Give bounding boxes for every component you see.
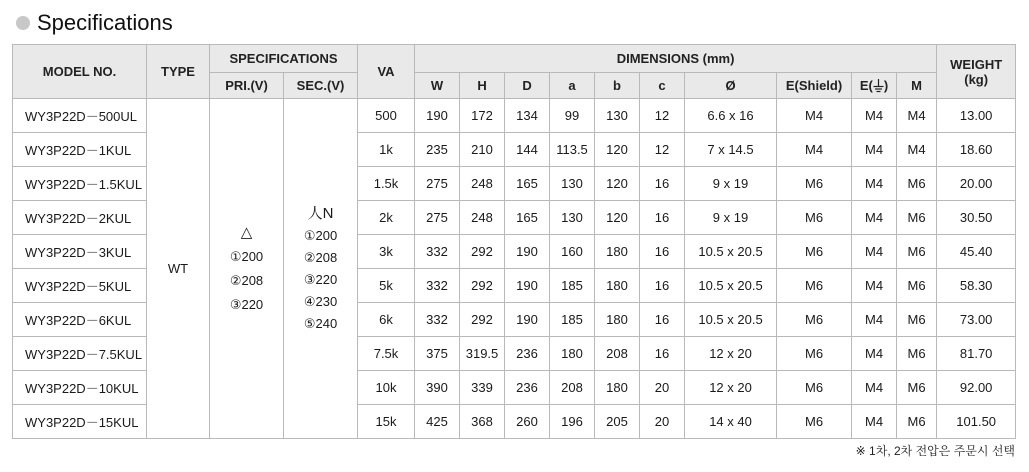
cell-h: 292 bbox=[460, 269, 505, 303]
cell-weight: 101.50 bbox=[937, 405, 1016, 439]
cell-model: WY3P22D－3KUL bbox=[13, 235, 147, 269]
footnote: ※ 1차, 2차 전압은 주문시 선택 bbox=[855, 444, 1015, 458]
cell-e-ground: M4 bbox=[852, 99, 897, 133]
sec-voltage-value: ①200 bbox=[303, 227, 338, 243]
ground-icon bbox=[873, 79, 884, 93]
cell-c: 16 bbox=[640, 167, 685, 201]
header-c: c bbox=[640, 73, 685, 99]
page-title-text: Specifications bbox=[37, 10, 173, 35]
cell-phi: 10.5 x 20.5 bbox=[685, 269, 777, 303]
cell-model: WY3P22D－10KUL bbox=[13, 371, 147, 405]
header-e-ground bbox=[852, 73, 897, 99]
header-m: M bbox=[897, 73, 937, 99]
cell-e-shield: M4 bbox=[777, 99, 852, 133]
table-row bbox=[13, 99, 1016, 133]
cell-d: 236 bbox=[505, 337, 550, 371]
cell-model: WY3P22D－7.5KUL bbox=[13, 337, 147, 371]
cell-w: 235 bbox=[415, 133, 460, 167]
cell-w: 332 bbox=[415, 303, 460, 337]
cell-m: M6 bbox=[897, 337, 937, 371]
cell-phi: 9 x 19 bbox=[685, 167, 777, 201]
cell-e-ground: M4 bbox=[852, 133, 897, 167]
cell-w: 190 bbox=[415, 99, 460, 133]
cell-d: 260 bbox=[505, 405, 550, 439]
spec-table bbox=[12, 44, 1016, 439]
cell-c: 16 bbox=[640, 337, 685, 371]
page-title bbox=[16, 10, 173, 36]
cell-a: 196 bbox=[550, 405, 595, 439]
cell-va: 1.5k bbox=[358, 167, 415, 201]
cell-type: WT bbox=[147, 99, 210, 439]
cell-a: 130 bbox=[550, 167, 595, 201]
cell-d: 165 bbox=[505, 167, 550, 201]
cell-phi: 9 x 19 bbox=[685, 201, 777, 235]
cell-e-ground: M4 bbox=[852, 201, 897, 235]
cell-b: 180 bbox=[595, 235, 640, 269]
cell-d: 190 bbox=[505, 235, 550, 269]
cell-h: 248 bbox=[460, 167, 505, 201]
cell-e-shield: M6 bbox=[777, 405, 852, 439]
header-pri: PRI.(V) bbox=[210, 73, 284, 99]
cell-c: 12 bbox=[640, 133, 685, 167]
cell-h: 172 bbox=[460, 99, 505, 133]
cell-weight: 18.60 bbox=[937, 133, 1016, 167]
header-h: H bbox=[460, 73, 505, 99]
cell-m: M4 bbox=[897, 133, 937, 167]
cell-model: WY3P22D－15KUL bbox=[13, 405, 147, 439]
cell-c: 16 bbox=[640, 269, 685, 303]
cell-weight: 30.50 bbox=[937, 201, 1016, 235]
header-va: VA bbox=[358, 45, 415, 99]
header-weight bbox=[937, 45, 1016, 99]
sec-voltage-value: ⑤240 bbox=[303, 315, 338, 331]
cell-e-ground: M4 bbox=[852, 371, 897, 405]
cell-e-shield: M6 bbox=[777, 303, 852, 337]
sec-voltage-value: ④230 bbox=[303, 293, 338, 309]
cell-weight: 81.70 bbox=[937, 337, 1016, 371]
cell-model: WY3P22D－6KUL bbox=[13, 303, 147, 337]
cell-phi: 12 x 20 bbox=[685, 371, 777, 405]
cell-model: WY3P22D－1KUL bbox=[13, 133, 147, 167]
cell-e-shield: M4 bbox=[777, 133, 852, 167]
header-type: TYPE bbox=[147, 45, 210, 99]
header-e-ground-suffix: ) bbox=[883, 77, 889, 93]
cell-weight: 58.30 bbox=[937, 269, 1016, 303]
cell-h: 292 bbox=[460, 235, 505, 269]
cell-e-ground: M4 bbox=[852, 269, 897, 303]
cell-phi: 7 x 14.5 bbox=[685, 133, 777, 167]
cell-va: 2k bbox=[358, 201, 415, 235]
cell-phi: 12 x 20 bbox=[685, 337, 777, 371]
sec-voltage-value: ②208 bbox=[303, 249, 338, 265]
cell-b: 120 bbox=[595, 167, 640, 201]
cell-e-ground: M4 bbox=[852, 167, 897, 201]
cell-va: 1k bbox=[358, 133, 415, 167]
header-d: D bbox=[505, 73, 550, 99]
header-a: a bbox=[550, 73, 595, 99]
cell-d: 190 bbox=[505, 269, 550, 303]
cell-m: M6 bbox=[897, 303, 937, 337]
cell-w: 332 bbox=[415, 235, 460, 269]
cell-a: 185 bbox=[550, 269, 595, 303]
cell-sec-voltages bbox=[284, 99, 358, 439]
cell-va: 7.5k bbox=[358, 337, 415, 371]
cell-m: M6 bbox=[897, 201, 937, 235]
pri-voltage-value: ②208 bbox=[229, 272, 264, 288]
header-b: b bbox=[595, 73, 640, 99]
cell-c: 20 bbox=[640, 405, 685, 439]
header-sec: SEC.(V) bbox=[284, 73, 358, 99]
cell-b: 120 bbox=[595, 133, 640, 167]
header-dimensions: DIMENSIONS (mm) bbox=[415, 45, 937, 73]
cell-w: 275 bbox=[415, 201, 460, 235]
cell-m: M6 bbox=[897, 167, 937, 201]
pri-voltage-value: ③220 bbox=[229, 296, 264, 312]
header-e-shield: E(Shield) bbox=[777, 73, 852, 99]
cell-c: 12 bbox=[640, 99, 685, 133]
cell-e-shield: M6 bbox=[777, 201, 852, 235]
cell-e-shield: M6 bbox=[777, 337, 852, 371]
bullet-dot-icon bbox=[16, 16, 30, 30]
wye-neutral-symbol: 人N bbox=[307, 204, 334, 222]
cell-e-shield: M6 bbox=[777, 235, 852, 269]
cell-c: 16 bbox=[640, 235, 685, 269]
cell-weight: 45.40 bbox=[937, 235, 1016, 269]
cell-a: 208 bbox=[550, 371, 595, 405]
cell-model: WY3P22D－1.5KUL bbox=[13, 167, 147, 201]
pri-voltage-value: ①200 bbox=[229, 248, 264, 264]
cell-e-ground: M4 bbox=[852, 337, 897, 371]
cell-weight: 73.00 bbox=[937, 303, 1016, 337]
cell-m: M6 bbox=[897, 235, 937, 269]
cell-e-ground: M4 bbox=[852, 303, 897, 337]
cell-e-ground: M4 bbox=[852, 235, 897, 269]
cell-phi: 14 x 40 bbox=[685, 405, 777, 439]
cell-a: 113.5 bbox=[550, 133, 595, 167]
header-weight-label: WEIGHT bbox=[950, 56, 1003, 72]
cell-va: 10k bbox=[358, 371, 415, 405]
header-phi: Ø bbox=[685, 73, 777, 99]
cell-b: 180 bbox=[595, 303, 640, 337]
delta-symbol: △ bbox=[240, 223, 253, 241]
cell-d: 165 bbox=[505, 201, 550, 235]
cell-h: 339 bbox=[460, 371, 505, 405]
cell-e-shield: M6 bbox=[777, 371, 852, 405]
cell-a: 160 bbox=[550, 235, 595, 269]
cell-w: 332 bbox=[415, 269, 460, 303]
cell-c: 20 bbox=[640, 371, 685, 405]
cell-m: M4 bbox=[897, 99, 937, 133]
cell-va: 6k bbox=[358, 303, 415, 337]
cell-model: WY3P22D－2KUL bbox=[13, 201, 147, 235]
cell-phi: 10.5 x 20.5 bbox=[685, 303, 777, 337]
header-e-ground-prefix: E( bbox=[859, 77, 873, 93]
cell-pri-voltages bbox=[210, 99, 284, 439]
cell-phi: 6.6 x 16 bbox=[685, 99, 777, 133]
cell-weight: 20.00 bbox=[937, 167, 1016, 201]
cell-model: WY3P22D－500UL bbox=[13, 99, 147, 133]
cell-d: 134 bbox=[505, 99, 550, 133]
cell-b: 130 bbox=[595, 99, 640, 133]
cell-w: 375 bbox=[415, 337, 460, 371]
cell-a: 180 bbox=[550, 337, 595, 371]
cell-va: 500 bbox=[358, 99, 415, 133]
cell-a: 99 bbox=[550, 99, 595, 133]
cell-b: 180 bbox=[595, 269, 640, 303]
cell-w: 275 bbox=[415, 167, 460, 201]
cell-h: 248 bbox=[460, 201, 505, 235]
cell-m: M6 bbox=[897, 405, 937, 439]
cell-va: 3k bbox=[358, 235, 415, 269]
cell-va: 5k bbox=[358, 269, 415, 303]
cell-model: WY3P22D－5KUL bbox=[13, 269, 147, 303]
cell-h: 319.5 bbox=[460, 337, 505, 371]
cell-weight: 13.00 bbox=[937, 99, 1016, 133]
cell-va: 15k bbox=[358, 405, 415, 439]
cell-d: 236 bbox=[505, 371, 550, 405]
cell-b: 208 bbox=[595, 337, 640, 371]
cell-d: 144 bbox=[505, 133, 550, 167]
cell-e-ground: M4 bbox=[852, 405, 897, 439]
cell-c: 16 bbox=[640, 201, 685, 235]
cell-m: M6 bbox=[897, 269, 937, 303]
cell-h: 292 bbox=[460, 303, 505, 337]
cell-h: 210 bbox=[460, 133, 505, 167]
cell-b: 180 bbox=[595, 371, 640, 405]
cell-phi: 10.5 x 20.5 bbox=[685, 235, 777, 269]
header-weight-unit: (kg) bbox=[964, 71, 989, 87]
cell-a: 185 bbox=[550, 303, 595, 337]
header-w: W bbox=[415, 73, 460, 99]
cell-e-shield: M6 bbox=[777, 167, 852, 201]
header-specifications: SPECIFICATIONS bbox=[210, 45, 358, 73]
cell-w: 425 bbox=[415, 405, 460, 439]
sec-voltage-value: ③220 bbox=[303, 271, 338, 287]
cell-b: 120 bbox=[595, 201, 640, 235]
spec-table-body bbox=[13, 99, 1016, 439]
cell-m: M6 bbox=[897, 371, 937, 405]
cell-a: 130 bbox=[550, 201, 595, 235]
cell-h: 368 bbox=[460, 405, 505, 439]
cell-weight: 92.00 bbox=[937, 371, 1016, 405]
cell-e-shield: M6 bbox=[777, 269, 852, 303]
cell-c: 16 bbox=[640, 303, 685, 337]
header-model: MODEL NO. bbox=[13, 45, 147, 99]
cell-b: 205 bbox=[595, 405, 640, 439]
cell-d: 190 bbox=[505, 303, 550, 337]
cell-w: 390 bbox=[415, 371, 460, 405]
